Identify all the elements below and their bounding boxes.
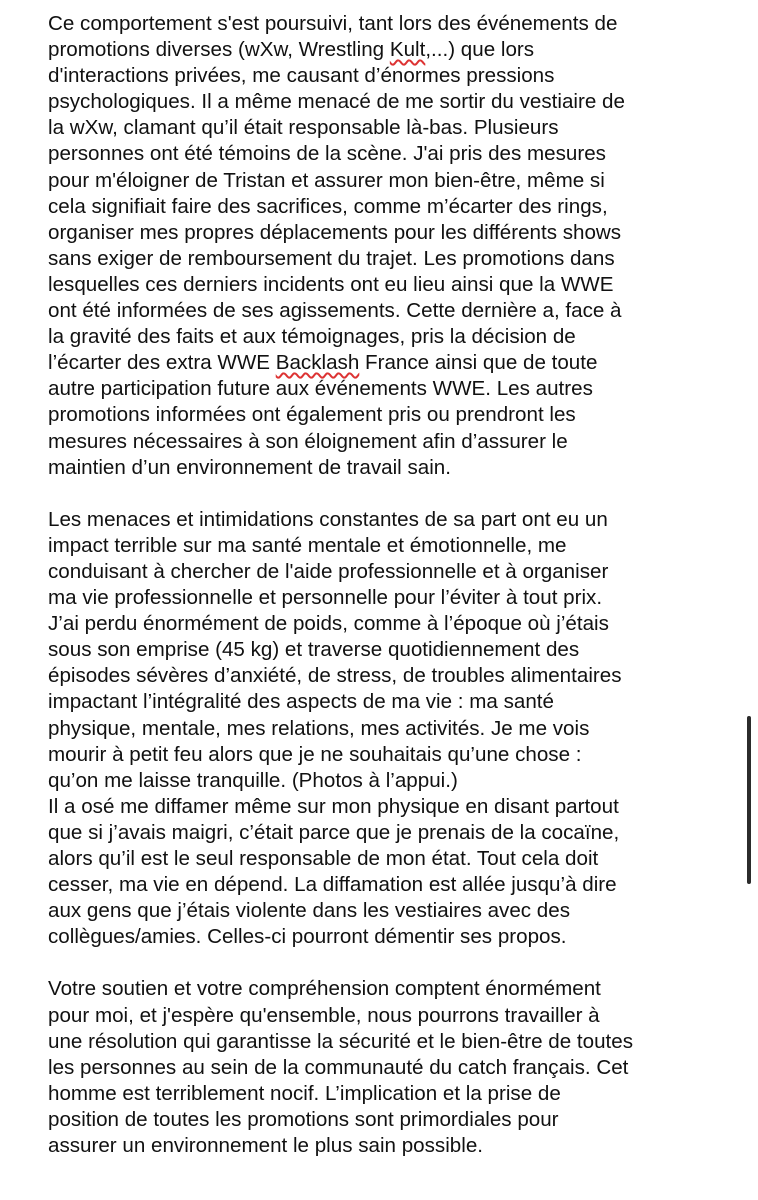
- text-line: Votre soutien et votre compréhension comptent énormément: [48, 977, 601, 1001]
- text-line: cesser, ma vie en dépend. La diffamation est allée jusqu’à dire: [48, 873, 617, 897]
- text-line: collègues/amies. Celles-ci pourront démentir ses propos.: [48, 925, 567, 949]
- text-line: les personnes au sein de la communauté du catch français. Cet: [48, 1055, 629, 1079]
- text-line: ma vie professionnelle et personnelle pour l’éviter à tout prix.: [48, 586, 603, 610]
- text-line: mesures nécessaires à son éloignement afin d’assurer le: [48, 429, 568, 453]
- text-line: alors qu’il est le seul responsable de mon état. Tout cela doit: [48, 847, 599, 870]
- document-body: [48, 11, 738, 1159]
- spellcheck-flag[interactable]: Kult: [389, 38, 426, 62]
- text-line: pour moi, et j'espère qu'ensemble, nous pourrons travailler à: [48, 1003, 600, 1027]
- text-line: maintien d’un environnement de travail sain.: [48, 455, 451, 479]
- text-line: promotions diverses (wXw, Wrestling Kult,...) que lors: [48, 38, 535, 62]
- text-line: physique, mentale, mes relations, mes activités. Je me vois: [48, 716, 590, 740]
- text-line: cela signifiait faire des sacrifices, comme m’écarter des rings,: [48, 194, 608, 218]
- text-line: organiser mes propres déplacements pour les différents shows: [48, 220, 622, 244]
- paragraph-spacer: [48, 481, 738, 507]
- paragraph-spacer: [48, 950, 738, 976]
- text-line: homme est terriblement nocif. L’implication et la prise de: [48, 1081, 561, 1105]
- text-line: personnes ont été témoins de la scène. J'ai pris des mesures: [48, 142, 606, 166]
- text-line: impact terrible sur ma santé mentale et émotionnelle, me: [48, 533, 567, 557]
- text-line: position de toutes les promotions sont primordiales pour: [48, 1107, 559, 1131]
- text-line: J’ai perdu énormément de poids, comme à l’époque où j’étais: [48, 612, 609, 636]
- vertical-scrollbar[interactable]: [747, 716, 751, 884]
- text-line: qu’on me laisse tranquille. (Photos à l’appui.): [48, 768, 458, 792]
- text-line: l’écarter des extra WWE Backlash France ainsi que de toute: [48, 351, 598, 375]
- text-line: la gravité des faits et aux témoignages, pris la décision de: [48, 325, 576, 349]
- text-line: sous son emprise (45 kg) et traverse quotidiennement des: [48, 638, 580, 662]
- text-line: aux gens que j’étais violente dans les vestiaires avec des: [48, 899, 571, 923]
- text-line: autre participation future aux événements WWE. Les autres: [48, 377, 593, 401]
- text-line: lesquelles ces derniers incidents ont eu lieu ainsi que la WWE: [48, 272, 614, 296]
- text-line: conduisant à chercher de l'aide professionnelle et à organiser: [48, 559, 609, 583]
- spellcheck-flag[interactable]: Backlash: [275, 351, 360, 375]
- text-line: promotions informées ont également pris ou prendront les: [48, 403, 576, 427]
- text-line: épisodes sévères d’anxiété, de stress, de troubles alimentaires: [48, 664, 622, 688]
- text-line: psychologiques. Il a même menacé de me sortir du vestiaire de: [48, 90, 625, 114]
- text-line: d'interactions privées, me causant d’énormes pressions: [48, 64, 555, 88]
- text-line: impactant l’intégralité des aspects de ma vie : ma santé: [48, 690, 554, 714]
- text-line: mourir à petit feu alors que je ne souhaitais qu’une chose :: [48, 742, 582, 766]
- text-line: sans exiger de remboursement du trajet. Les promotions dans: [48, 246, 615, 270]
- text-line: Ce comportement s'est poursuivi, tant lors des événements de: [48, 12, 618, 35]
- text-line: ont été informées de ses agissements. Cette dernière a, face à: [48, 299, 622, 323]
- text-line: assurer un environnement le plus sain possible.: [48, 1134, 484, 1158]
- text-line: la wXw, clamant qu’il était responsable là-bas. Plusieurs: [48, 116, 559, 140]
- text-line: une résolution qui garantisse la sécurité et le bien-être de toutes: [48, 1029, 633, 1053]
- text-line: pour m'éloigner de Tristan et assurer mon bien-être, même si: [48, 168, 605, 192]
- text-line: Les menaces et intimidations constantes de sa part ont eu un: [48, 507, 608, 531]
- text-line: Il a osé me diffamer même sur mon physique en disant partout: [48, 794, 619, 818]
- text-line: que si j’avais maigri, c’était parce que je prenais de la cocaïne,: [48, 820, 620, 844]
